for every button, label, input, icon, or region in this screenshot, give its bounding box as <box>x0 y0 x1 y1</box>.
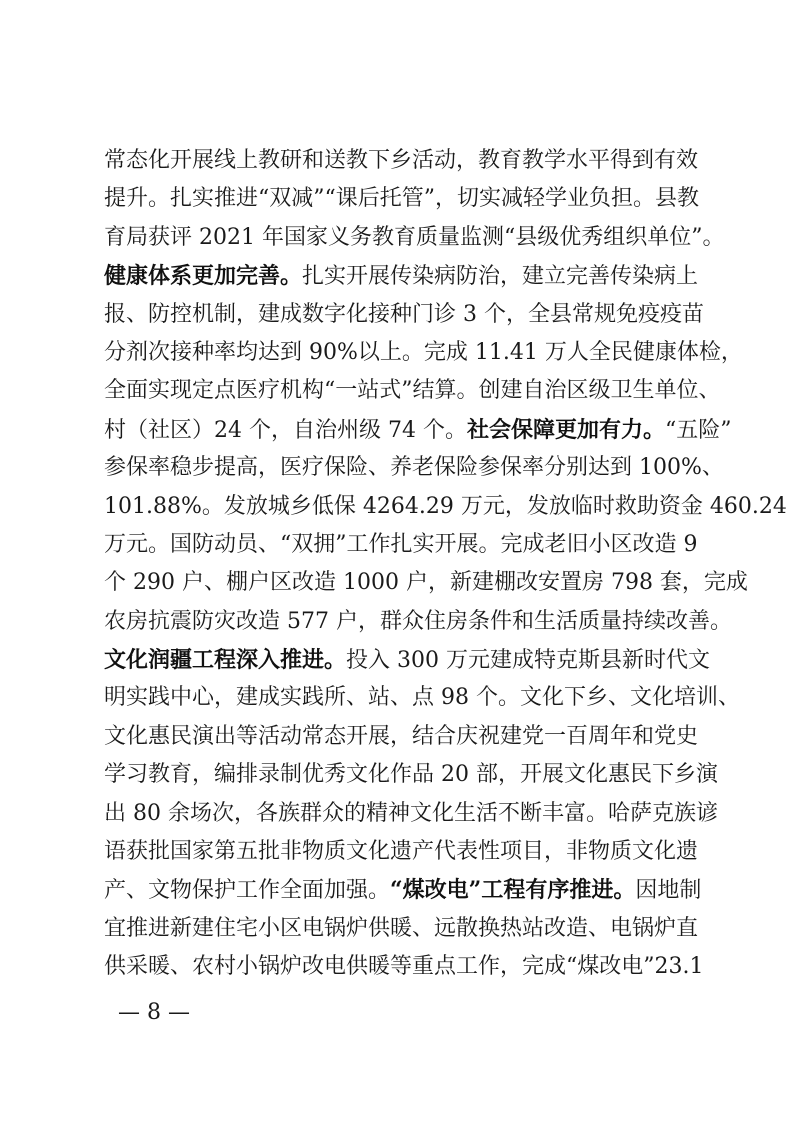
text-segment: 语获批国家第五批非物质文化遗产代表性项目，非物质文化遗 <box>104 839 699 865</box>
text-segment: 村（社区）24 个，自治州级 74 个。 <box>104 417 467 443</box>
text-line <box>104 219 725 257</box>
text-segment: 学习教育，编排录制优秀文化作品 20 部，开展文化惠民下乡演 <box>104 762 718 788</box>
text-line <box>104 603 732 641</box>
text-line <box>104 526 698 564</box>
text-segment: 扎实开展传染病防治，建立完善传染病上 <box>302 264 699 290</box>
page-number: — 8 — <box>118 1000 190 1025</box>
text-segment: 101.88%。发放城乡低保 4264.29 万元，发放临时救助资金 460.24 <box>104 493 787 519</box>
text-line <box>104 833 699 871</box>
text-line <box>104 871 702 909</box>
text-line <box>104 142 699 180</box>
text-line <box>104 180 699 218</box>
text-line <box>104 641 710 679</box>
text-line <box>104 296 704 334</box>
text-segment: 投入 300 万元建成特克斯县新时代文 <box>346 648 710 674</box>
text-segment: 报、防控机制，建成数字化接种门诊 3 个，全县常规免疫疫苗 <box>104 301 704 327</box>
text-segment: 个 290 户、棚户区改造 1000 户，新建棚改安置房 798 套，完成 <box>104 570 748 596</box>
section-heading: 健康体系更加完善。 <box>104 263 303 290</box>
text-segment: 常态化开展线上教研和送教下乡活动，教育教学水平得到有效 <box>104 148 699 173</box>
text-line <box>104 449 724 487</box>
text-line <box>104 372 721 410</box>
text-segment: 文化惠民演出等活动常态开展，结合庆祝建党一百周年和党史 <box>104 723 699 749</box>
text-segment: 产、文物保护工作全面加强。 <box>104 878 391 904</box>
text-line <box>104 411 732 449</box>
text-line <box>104 257 699 295</box>
text-segment: 供采暖、农村小锅炉改电供暖等重点工作，完成“煤改电”23.1 <box>104 954 704 980</box>
text-line <box>104 334 743 372</box>
text-line <box>104 718 699 756</box>
text-line <box>104 488 787 526</box>
text-segment: 分剂次接种率均达到 90%以上。完成 11.41 万人全民健康体检， <box>104 339 743 365</box>
text-line <box>104 564 748 602</box>
section-heading: 社会保障更加有力。 <box>466 416 665 443</box>
text-segment: “五险” <box>665 417 732 443</box>
text-segment: 万元。国防动员、“双拥”工作扎实开展。完成老旧小区改造 9 <box>104 531 698 557</box>
text-line <box>104 795 718 833</box>
text-segment: 提升。扎实推进“双减”“课后托管”，切实减轻学业负担。县教 <box>104 186 699 212</box>
text-line <box>104 910 699 948</box>
section-heading: “煤改电”工程有序推进。 <box>390 877 636 904</box>
text-segment: 参保率稳步提高，医疗保险、养老保险参保率分别达到 100%、 <box>104 455 724 481</box>
text-segment: 全面实现定点医疗机构“一站式”结算。创建自治区级卫生单位、 <box>104 378 721 404</box>
text-segment: 农房抗震防灾改造 577 户，群众住房条件和生活质量持续改善。 <box>104 608 732 634</box>
text-line <box>104 679 740 717</box>
text-segment: 因地制 <box>635 878 702 904</box>
text-line <box>104 948 704 986</box>
text-segment: 宜推进新建住宅小区电锅炉供暖、远散换热站改造、电锅炉直 <box>104 915 699 941</box>
section-heading: 文化润疆工程深入推进。 <box>104 647 347 674</box>
text-segment: 出 80 余场次，各族群众的精神文化生活不断丰富。哈萨克族谚 <box>104 800 718 826</box>
text-segment: 育局获评 2021 年国家义务教育质量监测“县级优秀组织单位”。 <box>104 224 725 250</box>
text-line <box>104 756 718 794</box>
body-text <box>104 142 787 987</box>
text-segment: 明实践中心，建成实践所、站、点 98 个。文化下乡、文化培训、 <box>104 685 740 711</box>
